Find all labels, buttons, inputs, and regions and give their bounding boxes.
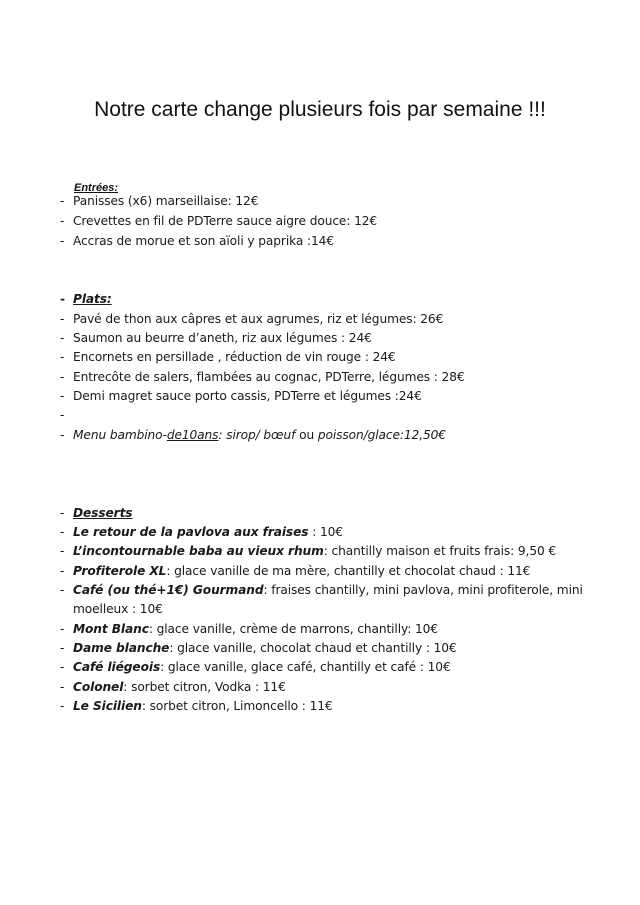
dessert-item [60, 660, 451, 674]
desserts-heading: Desserts [73, 506, 133, 520]
dessert-desc: : glace vanille, glace café, chantilly et café : 10€ [160, 660, 451, 674]
bullet-dash: - [60, 680, 65, 694]
item-text: Demi magret sauce porto cassis, PDTerre et légumes :24€ [73, 389, 422, 403]
entrees-heading: Entrées: [74, 182, 119, 194]
bullet-dash: - [60, 370, 65, 384]
item-text: Crevettes en fil de PDTerre sauce aigre douce: 12€ [73, 214, 378, 228]
bambino-choice-2: poisson/glace:12,50€ [317, 428, 446, 442]
item-text: Encornets en persillade , réduction de vin rouge : 24€ [73, 350, 396, 364]
dessert-item [60, 525, 343, 539]
bullet-dash: - [60, 641, 65, 655]
bullet-dash: - [60, 194, 65, 208]
menu-item [60, 350, 396, 364]
dessert-item [60, 544, 556, 558]
bullet-dash: - [60, 331, 65, 345]
item-text: Pavé de thon aux câpres et aux agrumes, riz et légumes: 26€ [73, 312, 444, 326]
dessert-desc: : sorbet citron, Limoncello : 11€ [141, 699, 333, 713]
bullet-dash: - [60, 525, 65, 539]
desserts-heading-line [60, 506, 132, 520]
plats-heading: Plats: [73, 292, 112, 306]
dessert-item [60, 699, 333, 713]
page-title: Notre carte change plusieurs fois par semaine !!! [94, 98, 546, 121]
dessert-name: Dame blanche [73, 641, 170, 655]
item-text: Panisses (x6) marseillaise: 12€ [73, 194, 259, 208]
bullet-dash: - [60, 408, 65, 422]
bambino-prefix: Menu bambino- [73, 428, 167, 442]
bullet-dash: - [60, 312, 65, 326]
bambino-age: de10ans [166, 428, 219, 442]
bullet-dash: - [60, 544, 65, 558]
menu-item [60, 370, 465, 384]
dessert-item [60, 641, 457, 655]
item-text: Accras de morue et son aïoli y paprika :14€ [73, 234, 334, 248]
dessert-name: Le retour de la pavlova aux fraises [73, 525, 309, 539]
menu-item [60, 312, 443, 326]
dessert-name: Mont Blanc [73, 622, 149, 636]
bullet-dash: - [60, 583, 65, 597]
menu-item [60, 389, 422, 403]
bullet-dash: - [60, 428, 65, 442]
dessert-name: Café liégeois [73, 660, 161, 674]
bullet-dash: - [60, 506, 65, 520]
dessert-item [60, 622, 438, 636]
dessert-desc: : sorbet citron, Vodka : 11€ [123, 680, 286, 694]
item-text: Entrecôte de salers, flambées au cognac, PDTerre, légumes : 28€ [73, 370, 465, 384]
dessert-item [60, 680, 286, 694]
menu-bambino [60, 428, 446, 442]
bullet-dash: - [60, 622, 65, 636]
dessert-desc: : fraises chantilly, mini pavlova, mini profiterole, mini [263, 583, 583, 597]
plats-heading-line [60, 292, 112, 306]
bullet-dash: - [60, 699, 65, 713]
dessert-desc: : 10€ [308, 525, 343, 539]
menu-item [60, 234, 334, 248]
dessert-desc: : glace vanille, crème de marrons, chantilly: 10€ [148, 622, 438, 636]
menu-item [60, 194, 258, 208]
dessert-desc: : glace vanille de ma mère, chantilly et chocolat chaud : 11€ [166, 564, 531, 578]
item-text: Saumon au beurre d’aneth, riz aux légumes : 24€ [73, 331, 372, 345]
bullet-dash: - [60, 389, 65, 403]
empty-item [60, 408, 73, 422]
dessert-name: Profiterole XL [73, 564, 167, 578]
dessert-item [60, 564, 530, 578]
dessert-desc: : chantilly maison et fruits frais: 9,50 € [323, 544, 557, 558]
menu-item [60, 331, 372, 345]
bullet-dash: - [60, 214, 65, 228]
bullet-dash: - [60, 564, 65, 578]
bambino-choice-1: : sirop/ bœuf [218, 428, 296, 442]
dessert-name: Colonel [73, 680, 124, 694]
bullet-dash: - [60, 292, 65, 306]
dessert-desc: : glace vanille, chocolat chaud et chantilly : 10€ [169, 641, 457, 655]
dessert-name: Café (ou thé+1€) Gourmand [73, 583, 264, 597]
menu-item [60, 214, 377, 228]
dessert-name: Le Sicilien [73, 699, 142, 713]
bullet-dash: - [60, 350, 65, 364]
dessert-item-continuation: moelleux : 10€ [73, 602, 163, 616]
bullet-dash: - [60, 660, 65, 674]
dessert-item [60, 583, 583, 597]
dessert-name: L’incontournable baba au vieux rhum [73, 544, 324, 558]
bullet-dash: - [60, 234, 65, 248]
bambino-or: ou [295, 428, 318, 442]
